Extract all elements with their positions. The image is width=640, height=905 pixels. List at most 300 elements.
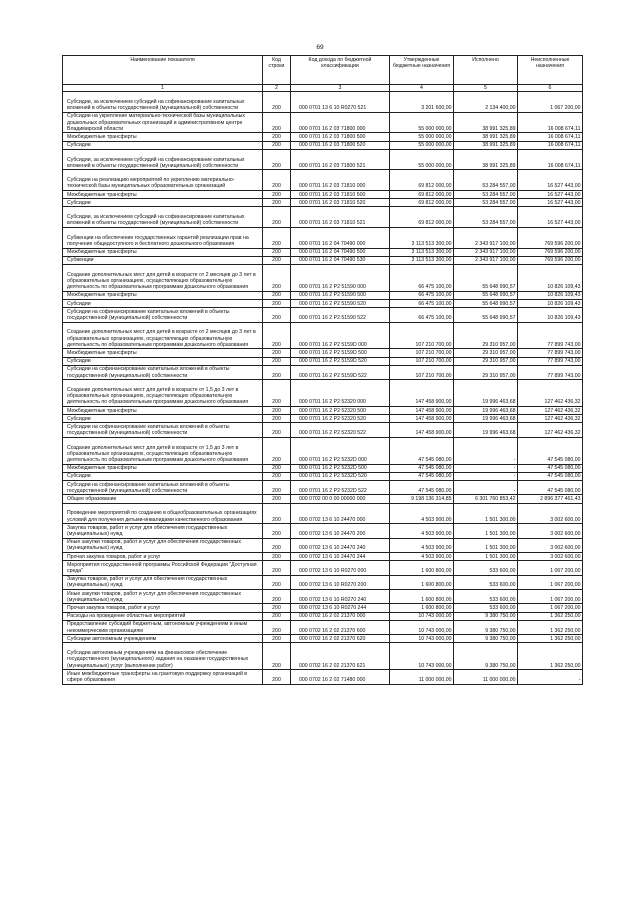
row-code: 200	[263, 575, 291, 589]
row-name: Межбюджетные трансферты	[63, 191, 263, 199]
row-budget-code: 000 0702 00 0 00 00000 000	[291, 495, 390, 503]
row-name: Субсидии на софинансирование капитальных вложений в объекты государственной (муниципальной) собственности	[63, 308, 263, 322]
row-approved: 1 600 800,00	[390, 561, 454, 575]
row-executed: 9 380 750,00	[454, 620, 518, 634]
row-budget-code: 000 0701 16 2 03 71810 500	[291, 191, 390, 199]
row-approved: 3 113 513 300,00	[390, 248, 454, 256]
row-budget-code: 000 0701 16 2 P2 51590 522	[291, 308, 390, 322]
row-budget-code: 000 0701 16 2 P2 5232D 000	[291, 437, 390, 464]
row-budget-code: 000 0702 13 6 10 R0270 240	[291, 590, 390, 604]
row-unexecuted: 47 545 080,00	[518, 481, 583, 495]
row-budget-code: 000 0701 16 2 P2 51590 500	[291, 291, 390, 299]
table-row	[63, 256, 583, 264]
table-row	[63, 300, 583, 308]
table-row	[63, 524, 583, 538]
row-unexecuted: 3 002 600,00	[518, 553, 583, 561]
table-row	[63, 133, 583, 141]
row-unexecuted: 1 362 250,00	[518, 635, 583, 643]
row-executed: 19 996 463,68	[454, 415, 518, 423]
table-row	[63, 92, 583, 113]
row-approved: 147 458 900,00	[390, 415, 454, 423]
row-unexecuted: 16 527 443,00	[518, 191, 583, 199]
row-unexecuted: 77 899 743,00	[518, 322, 583, 349]
row-code: 200	[263, 495, 291, 503]
row-approved: 4 503 900,00	[390, 553, 454, 561]
row-name: Субсидии	[63, 199, 263, 207]
row-code: 200	[263, 604, 291, 612]
row-approved: 3 201 600,00	[390, 92, 454, 113]
table-row	[63, 472, 583, 480]
row-executed: 53 284 557,00	[454, 207, 518, 228]
row-approved: 4 503 900,00	[390, 503, 454, 524]
row-budget-code: 000 0701 16 2 P2 51590 000	[291, 265, 390, 292]
row-unexecuted: 1 362 250,00	[518, 612, 583, 620]
row-budget-code: 000 0702 16 2 02 21370 000	[291, 612, 390, 620]
row-code: 200	[263, 112, 291, 133]
row-approved: 4 503 900,00	[390, 524, 454, 538]
row-unexecuted: 1 067 200,00	[518, 590, 583, 604]
row-executed: 9 380 750,00	[454, 643, 518, 670]
table-row	[63, 357, 583, 365]
row-approved: 1 600 800,00	[390, 604, 454, 612]
table-row	[63, 575, 583, 589]
row-budget-code: 000 0701 16 2 P2 5232D 522	[291, 481, 390, 495]
row-budget-code: 000 0701 16 2 P2 51590 520	[291, 300, 390, 308]
row-budget-code: 000 0701 16 2 04 70490 530	[291, 256, 390, 264]
row-code: 200	[263, 503, 291, 524]
row-budget-code: 000 0701 16 2 P2 5159D 000	[291, 322, 390, 349]
column-number: 1	[63, 85, 263, 92]
row-executed: 9 380 750,00	[454, 635, 518, 643]
row-executed: 29 310 957,00	[454, 322, 518, 349]
row-code: 200	[263, 437, 291, 464]
row-approved: 3 113 513 300,00	[390, 228, 454, 249]
row-budget-code: 000 0701 16 2 P2 5159D 522	[291, 365, 390, 379]
row-executed: -	[454, 437, 518, 464]
row-approved: 66 475 100,00	[390, 291, 454, 299]
row-executed: 533 600,00	[454, 561, 518, 575]
table-row	[63, 199, 583, 207]
row-approved: 55 000 000,00	[390, 149, 454, 170]
row-budget-code: 000 0701 13 6 10 R0270 521	[291, 92, 390, 113]
page-number: 69	[316, 44, 324, 51]
table-row	[63, 553, 583, 561]
row-executed: 38 991 325,89	[454, 112, 518, 133]
table-row	[63, 620, 583, 634]
row-executed: 9 380 750,00	[454, 612, 518, 620]
header-row-code: Код строки	[263, 56, 291, 85]
table-row	[63, 437, 583, 464]
row-executed: -	[454, 472, 518, 480]
row-approved: 69 812 000,00	[390, 191, 454, 199]
row-name: Субвенции на обеспечение государственных гарантий реализации прав на получение общедоступного и бесплатного дошкольного образования	[63, 228, 263, 249]
row-name: Субсидии	[63, 472, 263, 480]
row-name: Субсидии автономным учреждениям на финансовое обеспечение государственного (муниципального) задания на оказание государственных (муниципальных) услуг (выполнение работ)	[63, 643, 263, 670]
row-code: 200	[263, 620, 291, 634]
row-approved: 69 812 000,00	[390, 170, 454, 191]
row-name: Субсидии на софинансирование капитальных вложений в объекты государственной (муниципальной) собственности	[63, 481, 263, 495]
row-budget-code: 000 0701 16 2 P2 5232D 500	[291, 464, 390, 472]
column-number: 3	[291, 85, 390, 92]
row-approved: 47 545 080,00	[390, 464, 454, 472]
row-code: 200	[263, 256, 291, 264]
row-name: Создание дополнительных мест для детей в возрасте от 2 месяцев до 3 лет в образовательных организациях, осуществляющих образовательную деятельность по образовательным программам дошкольного образования	[63, 322, 263, 349]
row-code: 200	[263, 265, 291, 292]
row-code: 200	[263, 357, 291, 365]
row-unexecuted: 1 067 200,00	[518, 575, 583, 589]
table-row	[63, 380, 583, 407]
table-row	[63, 538, 583, 552]
table-row	[63, 112, 583, 133]
row-name: Закупка товаров, работ и услуг для обеспечения государственных (муниципальных) нужд	[63, 575, 263, 589]
row-name: Прочая закупка товаров, работ и услуг	[63, 604, 263, 612]
column-number: 5	[454, 85, 518, 92]
row-approved: 69 812 000,00	[390, 199, 454, 207]
table-body	[63, 92, 583, 684]
row-code: 200	[263, 248, 291, 256]
row-code: 200	[263, 553, 291, 561]
table-row	[63, 265, 583, 292]
row-code: 200	[263, 423, 291, 437]
row-unexecuted: 16 008 674,11	[518, 112, 583, 133]
row-unexecuted: 10 826 109,43	[518, 300, 583, 308]
row-unexecuted: 127 462 436,32	[518, 407, 583, 415]
row-executed: 2 343 917 100,00	[454, 248, 518, 256]
row-budget-code: 000 0702 13 6 10 24470 000	[291, 503, 390, 524]
row-name: Субсидии на укрепление материально-технической базы муниципальных дошкольных образовательных организаций в административном центре Владимирской области	[63, 112, 263, 133]
table-row	[63, 423, 583, 437]
table-row	[63, 481, 583, 495]
row-unexecuted: 16 527 443,00	[518, 207, 583, 228]
row-budget-code: 000 0701 16 2 03 71800 520	[291, 141, 390, 149]
row-name: Субсидии	[63, 141, 263, 149]
row-code: 200	[263, 365, 291, 379]
row-unexecuted: 127 462 436,32	[518, 415, 583, 423]
row-unexecuted: 1 067 200,00	[518, 604, 583, 612]
row-budget-code: 000 0701 16 2 03 71800 500	[291, 133, 390, 141]
row-approved: 147 458 900,00	[390, 423, 454, 437]
row-budget-code: 000 0701 16 2 P2 5232D 520	[291, 472, 390, 480]
row-approved: 55 000 000,00	[390, 141, 454, 149]
row-approved: 66 475 100,00	[390, 308, 454, 322]
row-unexecuted: 16 527 443,00	[518, 199, 583, 207]
table-row	[63, 415, 583, 423]
row-executed: 19 996 463,68	[454, 423, 518, 437]
row-unexecuted: 3 002 600,00	[518, 524, 583, 538]
row-unexecuted: 77 899 743,00	[518, 349, 583, 357]
row-code: 200	[263, 524, 291, 538]
row-unexecuted: 16 008 674,11	[518, 141, 583, 149]
row-code: 200	[263, 590, 291, 604]
row-unexecuted: 47 545 080,00	[518, 472, 583, 480]
row-approved: 147 458 900,00	[390, 380, 454, 407]
row-approved: 11 000 000,00	[390, 670, 454, 684]
row-name: Общее образование	[63, 495, 263, 503]
row-approved: 3 113 513 300,00	[390, 256, 454, 264]
table-row	[63, 170, 583, 191]
row-code: 200	[263, 191, 291, 199]
row-executed: 533 600,00	[454, 590, 518, 604]
row-name: Создание дополнительных мест для детей в возрасте от 1,5 до 3 лет в образовательных организациях, осуществляющих образовательную деятельность по образовательным программам дошкольного образования	[63, 437, 263, 464]
header-executed: Исполнено	[454, 56, 518, 85]
row-executed: 2 343 917 100,00	[454, 228, 518, 249]
row-code: 200	[263, 133, 291, 141]
row-code: 200	[263, 207, 291, 228]
table-row	[63, 503, 583, 524]
row-name: Межбюджетные трансферты	[63, 407, 263, 415]
row-code: 200	[263, 291, 291, 299]
table-row	[63, 291, 583, 299]
row-executed: 55 648 990,57	[454, 265, 518, 292]
table-row	[63, 308, 583, 322]
row-code: 200	[263, 228, 291, 249]
table-row	[63, 207, 583, 228]
row-name: Субсидии	[63, 300, 263, 308]
row-approved: 107 210 700,00	[390, 357, 454, 365]
row-approved: 107 210 700,00	[390, 349, 454, 357]
row-approved: 10 743 000,00	[390, 620, 454, 634]
row-unexecuted: 3 002 600,00	[518, 538, 583, 552]
row-unexecuted: 77 899 743,00	[518, 357, 583, 365]
row-executed: -	[454, 481, 518, 495]
row-unexecuted: 769 596 200,00	[518, 248, 583, 256]
row-budget-code: 000 0702 16 2 02 21370 600	[291, 620, 390, 634]
row-code: 200	[263, 380, 291, 407]
row-name: Иные закупки товаров, работ и услуг для обеспечения государственных (муниципальных) нужд	[63, 538, 263, 552]
row-budget-code: 000 0702 16 2 02 21370 621	[291, 643, 390, 670]
row-name: Субсидии на софинансирование капитальных вложений в объекты государственной (муниципальной) собственности	[63, 423, 263, 437]
row-name: Межбюджетные трансферты	[63, 291, 263, 299]
row-name: Межбюджетные трансферты	[63, 248, 263, 256]
row-name: Предоставление субсидий бюджетным, автономным учреждениям и иным некоммерческим организациям	[63, 620, 263, 634]
row-name: Расходы на проведение областных мероприятий	[63, 612, 263, 620]
column-number-row	[63, 85, 583, 92]
row-name: Субсидии, за исключением субсидий на софинансирование капитальных вложений в объекты государственной (муниципальной) собственности	[63, 92, 263, 113]
row-budget-code: 000 0701 16 2 04 70490 500	[291, 248, 390, 256]
row-code: 200	[263, 308, 291, 322]
table-row	[63, 635, 583, 643]
row-unexecuted: 127 462 436,32	[518, 423, 583, 437]
row-code: 200	[263, 561, 291, 575]
row-approved: 69 812 000,00	[390, 207, 454, 228]
row-budget-code: 000 0702 16 2 02 21370 620	[291, 635, 390, 643]
row-unexecuted: 1 067 200,00	[518, 561, 583, 575]
row-name: Субсидии на софинансирование капитальных вложений в объекты государственной (муниципальной) собственности	[63, 365, 263, 379]
row-executed: 53 284 557,00	[454, 199, 518, 207]
column-number: 4	[390, 85, 454, 92]
row-code: 200	[263, 149, 291, 170]
row-budget-code: 000 0701 16 2 P2 52320 000	[291, 380, 390, 407]
row-unexecuted: 16 008 674,11	[518, 133, 583, 141]
row-executed: 55 648 990,57	[454, 291, 518, 299]
table-row	[63, 407, 583, 415]
row-code: 200	[263, 92, 291, 113]
table-row	[63, 612, 583, 620]
row-executed: 2 343 917 100,00	[454, 256, 518, 264]
table-row	[63, 191, 583, 199]
row-unexecuted: 769 596 200,00	[518, 256, 583, 264]
row-approved: 66 475 100,00	[390, 300, 454, 308]
row-budget-code: 000 0702 13 6 10 R0270 000	[291, 561, 390, 575]
row-executed: 533 600,00	[454, 604, 518, 612]
row-code: 200	[263, 141, 291, 149]
column-number: 6	[518, 85, 583, 92]
row-unexecuted: 10 826 109,43	[518, 265, 583, 292]
row-code: 200	[263, 643, 291, 670]
row-unexecuted: 47 545 080,00	[518, 464, 583, 472]
row-unexecuted: 16 527 443,00	[518, 170, 583, 191]
row-code: 200	[263, 538, 291, 552]
row-executed: 19 996 463,68	[454, 407, 518, 415]
row-code: 200	[263, 612, 291, 620]
row-approved: 47 545 080,00	[390, 481, 454, 495]
row-budget-code: 000 0702 13 6 10 R0270 200	[291, 575, 390, 589]
table-row	[63, 228, 583, 249]
row-name: Межбюджетные трансферты	[63, 464, 263, 472]
row-budget-code: 000 0701 16 2 P2 52320 520	[291, 415, 390, 423]
table-row	[63, 670, 583, 684]
row-code: 200	[263, 300, 291, 308]
column-number: 2	[263, 85, 291, 92]
header-approved: Утвержденные бюджетные назначения	[390, 56, 454, 85]
row-executed: 11 000 000,00	[454, 670, 518, 684]
row-executed: 53 284 557,00	[454, 170, 518, 191]
header-indicator-name: Наименование показателя	[63, 56, 263, 85]
row-name: Иные закупки товаров, работ и услуг для обеспечения государственных (муниципальных) нужд	[63, 590, 263, 604]
row-name: Создание дополнительных мест для детей в возрасте от 1,5 до 3 лет в образовательных организациях, осуществляющих образовательную деятельность по образовательным программам дошкольного образования	[63, 380, 263, 407]
row-approved: 4 503 900,00	[390, 538, 454, 552]
row-executed: 38 991 325,89	[454, 149, 518, 170]
row-budget-code: 000 0702 13 6 10 24470 244	[291, 553, 390, 561]
row-approved: 66 475 100,00	[390, 265, 454, 292]
row-name: Межбюджетные трансферты	[63, 349, 263, 357]
row-name: Создание дополнительных мест для детей в возрасте от 2 месяцев до 3 лет в образовательных организациях, осуществляющих образовательную деятельность по образовательным программам дошкольного образования	[63, 265, 263, 292]
row-approved: 107 210 700,00	[390, 365, 454, 379]
row-executed: 19 996 463,68	[454, 380, 518, 407]
row-name: Субсидии	[63, 357, 263, 365]
table-row	[63, 365, 583, 379]
row-approved: 47 545 080,00	[390, 437, 454, 464]
row-unexecuted: 2 896 377 461,43	[518, 495, 583, 503]
table-row	[63, 495, 583, 503]
table-row	[63, 248, 583, 256]
row-approved: 10 743 000,00	[390, 612, 454, 620]
row-name: Проведение мероприятий по созданию в общеобразовательных организациях условий для получения детьми-инвалидами качественного образования	[63, 503, 263, 524]
row-unexecuted: 769 596 200,00	[518, 228, 583, 249]
row-code: 200	[263, 670, 291, 684]
row-name: Субсидии	[63, 415, 263, 423]
row-code: 200	[263, 170, 291, 191]
row-budget-code: 000 0701 16 2 P2 5159D 520	[291, 357, 390, 365]
row-budget-code: 000 0702 13 6 10 24470 240	[291, 538, 390, 552]
row-executed: 29 310 957,00	[454, 357, 518, 365]
row-unexecuted: -	[518, 670, 583, 684]
row-budget-code: 000 0701 16 2 03 71800 000	[291, 112, 390, 133]
row-executed: 38 991 325,89	[454, 141, 518, 149]
row-budget-code: 000 0702 13 6 10 24470 200	[291, 524, 390, 538]
row-unexecuted: 10 826 109,43	[518, 291, 583, 299]
table-row	[63, 643, 583, 670]
row-executed: 55 648 990,57	[454, 308, 518, 322]
row-executed: 1 501 300,00	[454, 538, 518, 552]
table-row	[63, 604, 583, 612]
row-code: 200	[263, 415, 291, 423]
row-code: 200	[263, 635, 291, 643]
row-unexecuted: 1 362 250,00	[518, 620, 583, 634]
row-name: Субвенции	[63, 256, 263, 264]
row-name: Закупка товаров, работ и услуг для обеспечения государственных (муниципальных) нужд	[63, 524, 263, 538]
row-code: 200	[263, 349, 291, 357]
row-code: 200	[263, 407, 291, 415]
row-budget-code: 000 0702 13 6 10 R0270 244	[291, 604, 390, 612]
budget-execution-table	[62, 55, 583, 685]
row-name: Субсидии, за исключением субсидий на софинансирование капитальных вложений в объекты государственной (муниципальной) собственности	[63, 149, 263, 170]
row-executed: 29 310 957,00	[454, 349, 518, 357]
row-name: Субсидии на реализацию мероприятий по укреплению материально-технической базы муниципальных образовательных организаций	[63, 170, 263, 191]
header-unexecuted: Неисполненные назначения	[518, 56, 583, 85]
row-budget-code: 000 0702 16 2 02 71480 000	[291, 670, 390, 684]
table-row	[63, 590, 583, 604]
row-approved: 107 210 700,00	[390, 322, 454, 349]
row-name: Субсидии, за исключением субсидий на софинансирование капитальных вложений в объекты государственной (муниципальной) собственности	[63, 207, 263, 228]
row-approved: 9 198 136 314,85	[390, 495, 454, 503]
row-executed: 55 648 990,57	[454, 300, 518, 308]
row-approved: 1 600 800,00	[390, 590, 454, 604]
row-executed: 533 600,00	[454, 575, 518, 589]
row-approved: 147 458 900,00	[390, 407, 454, 415]
row-name: Иные межбюджетные трансферты на грантовую поддержку организаций в сфере образования	[63, 670, 263, 684]
row-executed: 1 501 300,00	[454, 553, 518, 561]
row-code: 200	[263, 472, 291, 480]
row-executed: 29 310 957,00	[454, 365, 518, 379]
row-approved: 55 000 000,00	[390, 133, 454, 141]
row-code: 200	[263, 464, 291, 472]
row-executed: 2 134 400,00	[454, 92, 518, 113]
table-row	[63, 149, 583, 170]
table-row	[63, 561, 583, 575]
row-budget-code: 000 0701 16 2 03 71800 521	[291, 149, 390, 170]
row-executed: 1 501 300,00	[454, 503, 518, 524]
row-code: 200	[263, 322, 291, 349]
row-approved: 47 545 080,00	[390, 472, 454, 480]
row-executed: 1 501 300,00	[454, 524, 518, 538]
row-budget-code: 000 0701 16 2 P2 5159D 500	[291, 349, 390, 357]
row-code: 200	[263, 199, 291, 207]
row-budget-code: 000 0701 16 2 P2 52320 500	[291, 407, 390, 415]
row-budget-code: 000 0701 16 2 04 70490 000	[291, 228, 390, 249]
row-code: 200	[263, 481, 291, 495]
row-executed: 38 991 325,89	[454, 133, 518, 141]
row-name: Мероприятия государственной программы Российской Федерации "Доступная среда"	[63, 561, 263, 575]
row-unexecuted: 127 462 436,32	[518, 380, 583, 407]
table-row	[63, 349, 583, 357]
row-unexecuted: 1 362 250,00	[518, 643, 583, 670]
row-executed: 53 284 557,00	[454, 191, 518, 199]
row-unexecuted: 1 067 200,00	[518, 92, 583, 113]
row-name: Межбюджетные трансферты	[63, 133, 263, 141]
row-budget-code: 000 0701 16 2 03 71810 520	[291, 199, 390, 207]
row-executed: 6 301 760 853,42	[454, 495, 518, 503]
table-header-row	[63, 56, 583, 85]
table-row	[63, 322, 583, 349]
row-unexecuted: 47 545 080,00	[518, 437, 583, 464]
row-name: Субсидии автономным учреждениям	[63, 635, 263, 643]
table-row	[63, 464, 583, 472]
header-budget-code: Код дохода по бюджетной классификации	[291, 56, 390, 85]
row-unexecuted: 16 008 674,11	[518, 149, 583, 170]
row-name: Прочая закупка товаров, работ и услуг	[63, 553, 263, 561]
row-executed: -	[454, 464, 518, 472]
